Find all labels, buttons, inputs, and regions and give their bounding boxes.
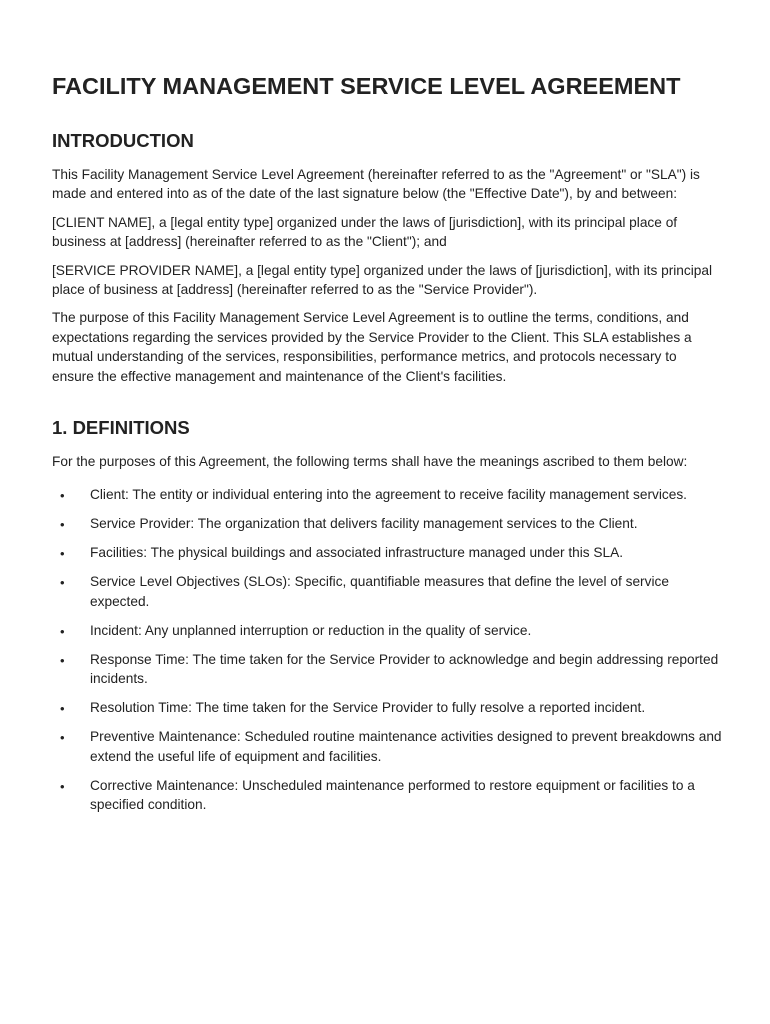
introduction-heading: INTRODUCTION xyxy=(52,130,194,151)
definition-text: Preventive Maintenance: Scheduled routine maintenance activities designed to prevent breakdowns and extend the useful life of equipment and facilities. xyxy=(90,729,722,764)
definition-text: Response Time: The time taken for the Service Provider to acknowledge and begin addressing reported incidents. xyxy=(90,651,719,687)
bullet-icon: • xyxy=(60,488,65,504)
bullet-icon: • xyxy=(60,701,65,717)
definition-item-facilities xyxy=(52,543,722,562)
purpose-paragraph: The purpose of this Facility Management Service Level Agreement is to outline the terms, conditions, and expectations regarding the services provided by the Service Provider to the Client. This SLA establishes a mutual understanding of the services, responsibilities, performance metrics, and protocols necessary to ensure the effective management and maintenance of the Client's facilities. xyxy=(52,310,692,384)
definition-text: Client: The entity or individual entering into the agreement to receive facility management services. xyxy=(90,487,687,503)
document-page xyxy=(52,70,722,824)
definition-item-service-provider xyxy=(52,514,722,533)
definition-item-slos xyxy=(52,572,722,611)
definitions-list xyxy=(52,485,722,814)
intro-paragraph: This Facility Management Service Level Agreement (hereinafter referred to as the "Agreement" or "SLA") is made and entered into as of the date of the last signature below (the "Effective Date"), by and between: xyxy=(52,167,700,202)
service-provider-paragraph: [SERVICE PROVIDER NAME], a [legal entity type] organized under the laws of [jurisdiction], with its principal place of business at [address] (hereinafter referred to as the "Service Provider"). xyxy=(52,262,713,298)
document-title: FACILITY MANAGEMENT SERVICE LEVEL AGREEMENT xyxy=(52,73,681,99)
definitions-intro: For the purposes of this Agreement, the following terms shall have the meanings ascribed to them below: xyxy=(52,454,688,470)
bullet-icon: • xyxy=(60,623,65,639)
definition-text: Service Level Objectives (SLOs): Specific, quantifiable measures that define the level of service expected. xyxy=(90,574,669,609)
bullet-icon: • xyxy=(60,730,65,746)
definition-text: Incident: Any unplanned interruption or reduction in the quality of service. xyxy=(90,622,532,638)
definition-item-response-time xyxy=(52,650,722,689)
client-paragraph: [CLIENT NAME], a [legal entity type] organized under the laws of [jurisdiction], with its principal place of business at [address] (hereinafter referred to as the "Client"); and xyxy=(52,214,678,250)
bullet-icon: • xyxy=(60,546,65,562)
definition-text: Resolution Time: The time taken for the Service Provider to fully resolve a reported incident. xyxy=(90,700,646,716)
definition-text: Facilities: The physical buildings and associated infrastructure managed under this SLA. xyxy=(90,545,624,561)
definition-text: Service Provider: The organization that delivers facility management services to the Client. xyxy=(90,516,638,532)
bullet-icon: • xyxy=(60,517,65,533)
bullet-icon: • xyxy=(60,778,65,794)
bullet-icon: • xyxy=(60,575,65,591)
definition-item-incident xyxy=(52,621,722,640)
bullet-icon: • xyxy=(60,652,65,668)
definition-text: Corrective Maintenance: Unscheduled maintenance performed to restore equipment or facilities to a specified condition. xyxy=(90,777,695,813)
definition-item-resolution-time xyxy=(52,698,722,717)
definitions-heading: 1. DEFINITIONS xyxy=(52,417,190,439)
definition-item-preventive-maintenance xyxy=(52,727,722,766)
definition-item-client xyxy=(52,485,722,504)
definition-item-corrective-maintenance xyxy=(52,776,722,815)
